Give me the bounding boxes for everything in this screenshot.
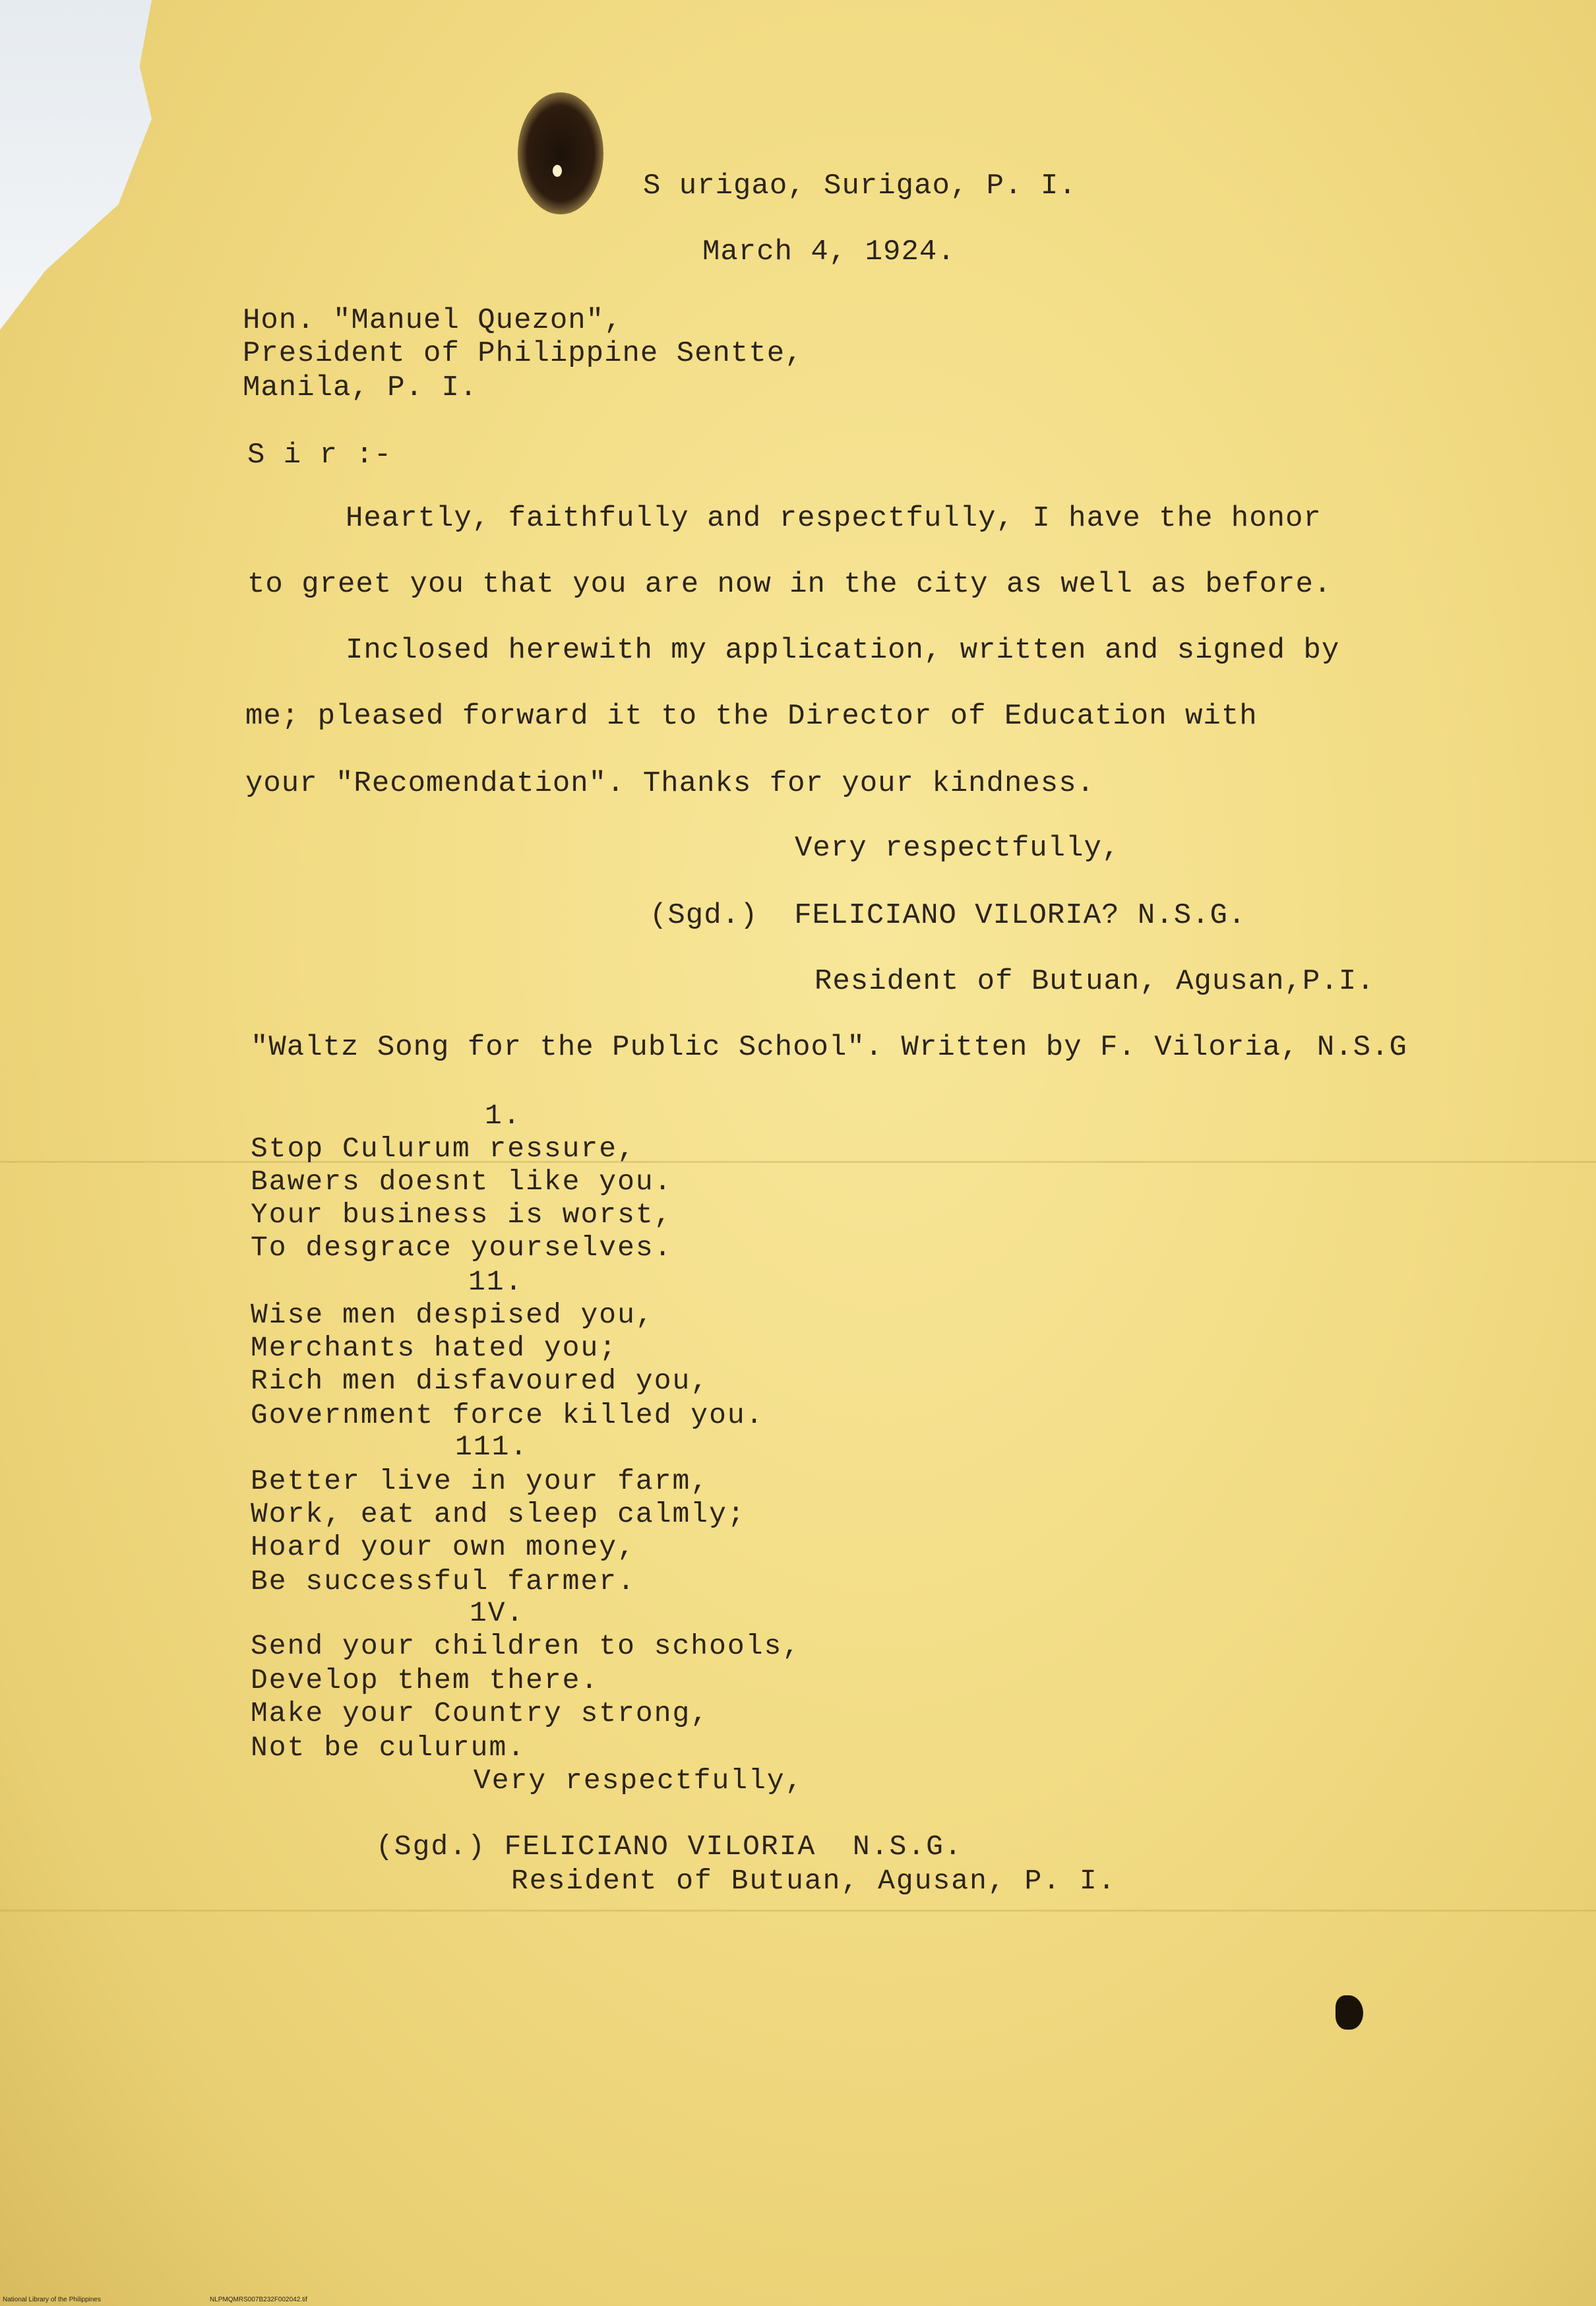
burn-mark	[518, 92, 603, 214]
poem-line: Merchants hated you;	[251, 1332, 618, 1364]
poem-line: Hoard your own money,	[251, 1531, 636, 1563]
torn-corner	[0, 0, 152, 330]
poem-line: Not be culurum.	[251, 1731, 526, 1764]
letter-signature: (Sgd.) FELICIANO VILORIA? N.S.G.	[650, 899, 1246, 932]
stanza-number: 11.	[468, 1266, 524, 1298]
poem-line: Better live in your farm,	[251, 1465, 710, 1497]
poem-line: To desgrace yourselves.	[251, 1231, 673, 1264]
poem-line: Wise men despised you,	[251, 1299, 654, 1331]
letter-closing: Very respectfully,	[795, 832, 1120, 865]
poem-line: Make your Country strong,	[251, 1697, 710, 1730]
addressee-line-3: Manila, P. I.	[243, 371, 478, 404]
paper-fold	[0, 1910, 1596, 1912]
body-line-4: me; pleased forward it to the Director of Education with	[245, 700, 1258, 733]
letter-date: March 4, 1924.	[702, 235, 956, 268]
poem-line: Send your children to schools,	[251, 1630, 801, 1662]
song-title: "Waltz Song for the Public School". Written by F. Viloria, N.S.G	[251, 1031, 1407, 1064]
letter-residence: Resident of Butuan, Agusan,P.I.	[814, 965, 1375, 998]
poem-line: Your business is worst,	[251, 1199, 673, 1231]
poem-line: Work, eat and sleep calmly;	[251, 1498, 746, 1530]
letter-place: S urigao, Surigao, P. I.	[643, 170, 1077, 203]
stanza-number: 111.	[455, 1431, 529, 1463]
poem-line: Rich men disfavoured you,	[251, 1365, 710, 1397]
stanza-number: 1V.	[470, 1597, 525, 1629]
burn-hole	[553, 165, 562, 177]
poem-line: Bawers doesnt like you.	[251, 1166, 673, 1198]
addressee-line-2: President of Philippine Sentte,	[243, 337, 803, 370]
poem-line: Develop them there.	[251, 1664, 599, 1697]
song-closing: Very respectfully,	[474, 1764, 804, 1797]
body-line-1: Heartly, faithfully and respectfully, I have the honor	[346, 502, 1322, 535]
poem-line: Stop Culurum ressure,	[251, 1133, 636, 1165]
body-line-2: to greet you that you are now in the city as well as before.	[247, 568, 1332, 601]
paper-fold	[0, 1161, 1596, 1163]
salutation: S i r :-	[247, 439, 392, 472]
song-residence: Resident of Butuan, Agusan, P. I.	[511, 1865, 1117, 1897]
footer-file-id: NLPMQMRS007B232F002042.tif	[210, 2296, 307, 2303]
ink-blot	[1335, 1995, 1363, 2030]
body-line-5: your "Recomendation". Thanks for your kindness.	[245, 767, 1095, 800]
song-signature: (Sgd.) FELICIANO VILORIA N.S.G.	[376, 1830, 963, 1863]
poem-line: Be successful farmer.	[251, 1565, 636, 1598]
footer-library-credit: National Library of the Philippines	[3, 2296, 101, 2303]
poem-line: Government force killed you.	[251, 1399, 764, 1431]
stanza-number: 1.	[485, 1100, 522, 1132]
body-line-3: Inclosed herewith my application, written and signed by	[346, 634, 1340, 667]
addressee-line-1: Hon. "Manuel Quezon",	[243, 304, 623, 337]
